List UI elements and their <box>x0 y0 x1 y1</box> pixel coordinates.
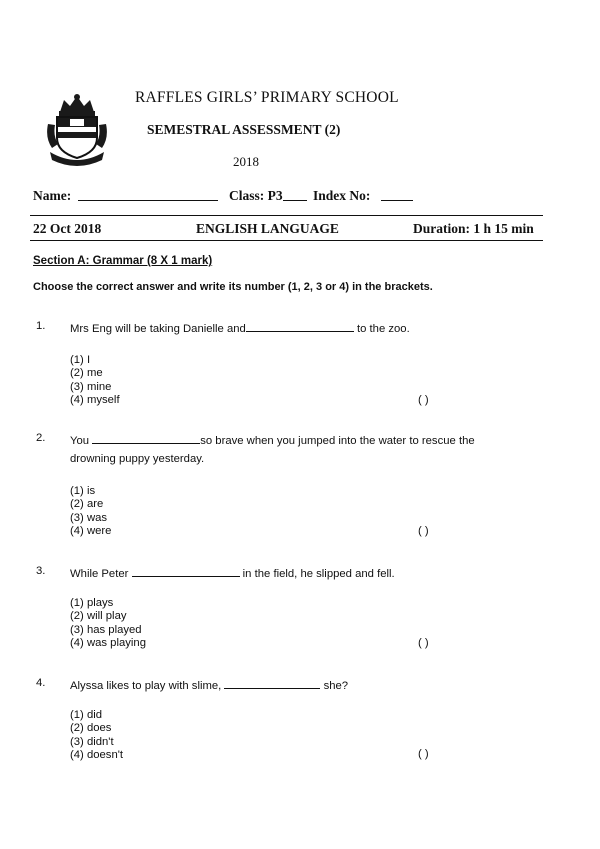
answer-blank <box>132 565 240 577</box>
divider-bottom <box>30 240 543 241</box>
question-number: 4. <box>36 677 46 689</box>
answer-brackets[interactable]: ( ) <box>418 394 429 406</box>
question-number: 2. <box>36 432 46 444</box>
question-text-before: While Peter <box>70 568 129 580</box>
question-text <box>70 565 395 580</box>
section-title: Section A: Grammar (8 X 1 mark) <box>33 255 213 267</box>
option-item: (4) doesn't <box>70 749 124 762</box>
option-item: (3) was <box>70 511 108 524</box>
option-item: (2) me <box>70 367 103 380</box>
question-text <box>70 432 475 447</box>
option-item: (1) is <box>70 485 96 497</box>
assessment-year: 2018 <box>233 154 259 169</box>
name-label: Name: <box>33 188 72 203</box>
answer-brackets[interactable]: ( ) <box>418 525 429 537</box>
option-item: (3) has played <box>70 623 142 636</box>
answer-blank <box>246 320 354 332</box>
options-list <box>70 597 146 651</box>
class-field[interactable] <box>283 188 307 201</box>
option-item: (2) will play <box>70 610 127 623</box>
option-item: (4) myself <box>70 394 120 407</box>
subject-title: ENGLISH LANGUAGE <box>196 221 339 236</box>
option-item: (4) was playing <box>70 637 146 650</box>
divider-top <box>30 215 543 216</box>
option-item: (4) were <box>70 525 112 538</box>
option-item: (2) are <box>70 498 104 511</box>
assessment-title: SEMESTRAL ASSESSMENT (2) <box>147 122 341 137</box>
question-text-before: Mrs Eng will be taking Danielle and <box>70 323 246 335</box>
question-text-line2: drowning puppy yesterday. <box>70 453 205 465</box>
option-item: (2) does <box>70 722 112 735</box>
answer-brackets[interactable]: ( ) <box>418 748 429 760</box>
question-text-after: to the zoo. <box>356 323 410 335</box>
question-text-after: so brave when you jumped into the water to rescue the <box>200 435 475 447</box>
question-text <box>70 320 410 335</box>
exam-date: 22 Oct 2018 <box>33 221 102 236</box>
question-text-after: she? <box>323 680 349 692</box>
option-item: (1) did <box>70 709 103 721</box>
answer-blank <box>224 677 320 689</box>
option-item: (3) mine <box>70 380 112 393</box>
options-list <box>70 354 120 408</box>
question-text-before: Alyssa likes to play with slime, <box>70 680 222 692</box>
school-crest-icon <box>42 92 112 166</box>
index-field[interactable] <box>381 188 413 201</box>
option-item: (1) I <box>70 354 91 366</box>
options-list <box>70 485 111 539</box>
school-name: RAFFLES GIRLS’ PRIMARY SCHOOL <box>135 89 399 106</box>
exam-duration: Duration: 1 h 15 min <box>413 221 534 236</box>
question-text <box>70 677 348 692</box>
class-label: Class: P3 <box>229 188 283 203</box>
answer-blank <box>92 432 200 444</box>
question-number: 3. <box>36 565 46 577</box>
question-text-after: in the field, he slipped and fell. <box>242 568 395 580</box>
answer-brackets[interactable]: ( ) <box>418 637 429 649</box>
options-list <box>70 709 123 763</box>
section-instruction: Choose the correct answer and write its number (1, 2, 3 or 4) in the brackets. <box>33 281 433 293</box>
option-item: (3) didn't <box>70 735 114 748</box>
question-text-before: You <box>70 435 90 447</box>
question-number: 1. <box>36 320 46 332</box>
option-item: (1) plays <box>70 597 114 609</box>
name-field[interactable] <box>78 188 218 201</box>
index-label: Index No: <box>313 188 371 203</box>
